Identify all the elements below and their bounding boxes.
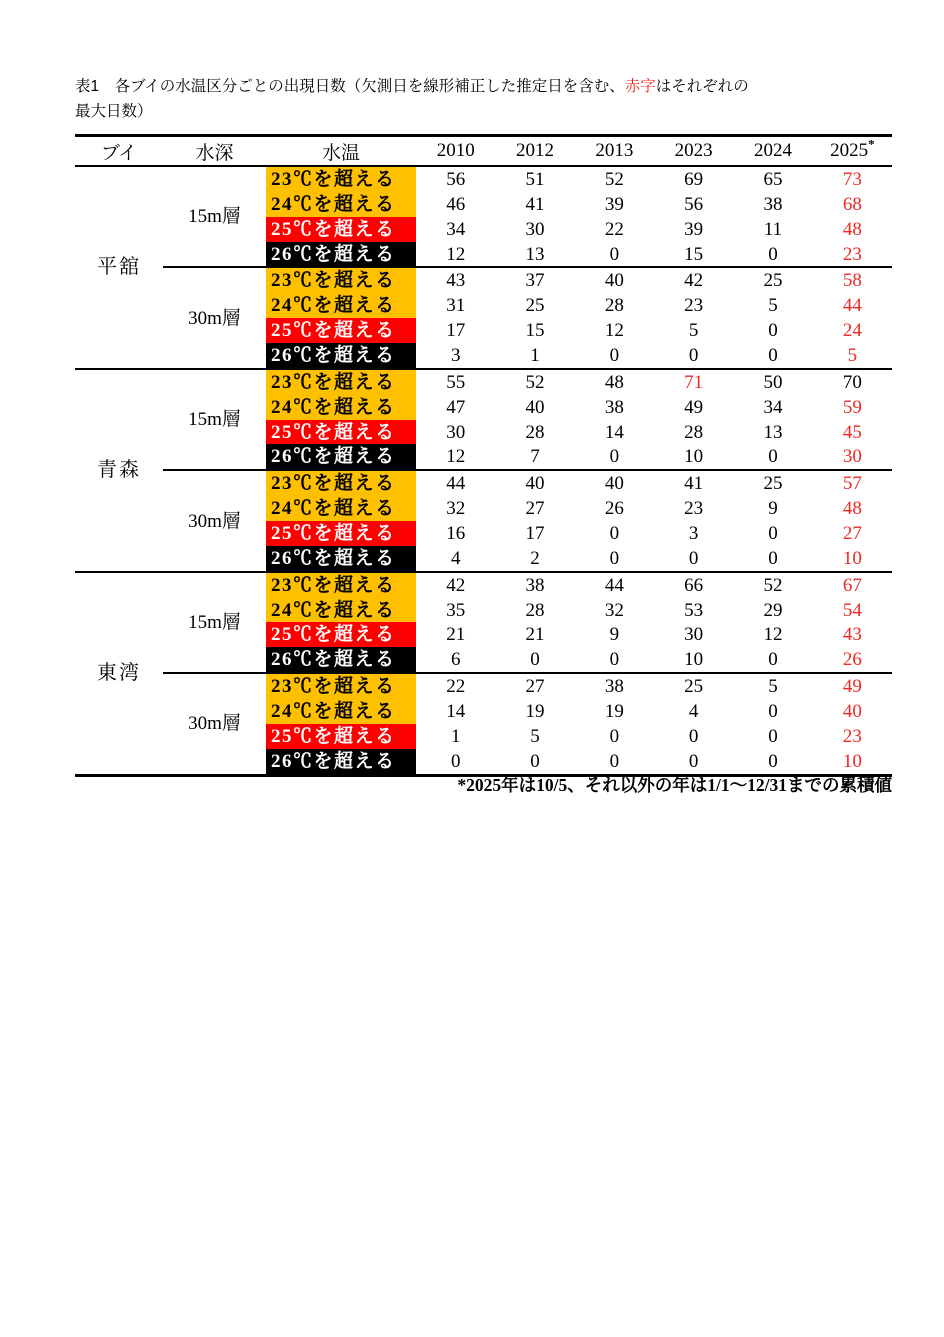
temp-category-cell: 25℃を超える (266, 724, 416, 749)
table-row (75, 369, 892, 395)
value-cell: 3 (688, 522, 699, 544)
temp-category-cell: 23℃を超える (266, 572, 416, 598)
table-row (75, 267, 892, 293)
value-cell: 0 (768, 446, 778, 468)
buoy-name-cell: 平舘 (97, 256, 141, 279)
value-cell: 59 (842, 396, 862, 418)
value-cell: 0 (768, 700, 778, 722)
temp-category-cell: 25℃を超える (266, 622, 416, 647)
value-cell: 0 (768, 750, 778, 772)
value-cell: 5 (733, 673, 812, 699)
value-cell: 49 (684, 396, 704, 418)
depth-cell: 15m層 (163, 572, 266, 673)
value-cell: 16 (446, 522, 466, 544)
value-cell: 23 (842, 725, 862, 747)
value-cell: 2 (530, 547, 540, 569)
temp-category-cell: 26℃を超える (266, 749, 416, 775)
value-cell: 0 (609, 649, 620, 671)
value-cell: 28 (525, 421, 545, 443)
value-cell: 0 (768, 547, 778, 569)
table-row (75, 572, 892, 598)
temp-category-cell: 26℃を超える (266, 242, 416, 268)
depth-cell: 30m層 (163, 267, 266, 368)
temp-category-cell: 24℃を超える (266, 293, 416, 318)
col-header-year-2025 (813, 136, 892, 167)
footnote-marker-icon: * (868, 136, 875, 152)
value-cell: 28 (525, 599, 545, 621)
value-cell: 47 (446, 396, 466, 418)
caption-red-word: 赤字 (624, 78, 656, 95)
temp-category-cell: 24℃を超える (266, 192, 416, 217)
value-cell: 3 (450, 344, 461, 366)
value-cell: 41 (525, 193, 545, 215)
table-row (75, 673, 892, 699)
depth-cell: 15m層 (163, 369, 266, 470)
value-cell: 0 (768, 320, 778, 342)
buoy-name-cell: 青森 (75, 369, 163, 572)
temp-category-cell: 23℃を超える (266, 470, 416, 496)
temp-category-cell: 26℃を超える (266, 647, 416, 673)
value-cell: 70 (813, 369, 892, 395)
value-cell: 25 (525, 295, 545, 317)
value-cell: 19 (525, 700, 545, 722)
value-cell: 14 (604, 421, 624, 443)
value-cell: 0 (768, 649, 778, 671)
value-cell: 25 (654, 673, 733, 699)
value-cell: 34 (446, 218, 466, 240)
value-cell: 17 (525, 522, 545, 544)
depth-cell: 30m層 (163, 470, 266, 571)
value-cell: 0 (609, 750, 620, 772)
value-cell: 26 (604, 498, 624, 520)
value-cell: 10 (684, 649, 704, 671)
value-cell: 0 (688, 547, 699, 569)
value-cell: 67 (813, 572, 892, 598)
value-cell: 30 (525, 218, 545, 240)
value-cell: 54 (842, 599, 862, 621)
temp-category-cell: 24℃を超える (266, 699, 416, 724)
value-cell: 4 (688, 700, 699, 722)
value-cell: 37 (495, 267, 574, 293)
value-cell: 21 (525, 624, 545, 646)
value-cell: 52 (604, 168, 624, 190)
temp-category-cell: 25℃を超える (266, 420, 416, 445)
temp-category-cell: 23℃を超える (266, 673, 416, 699)
value-cell: 68 (842, 193, 862, 215)
value-cell: 38 (604, 396, 624, 418)
value-cell: 9 (609, 624, 620, 646)
value-cell: 42 (416, 572, 495, 598)
value-cell: 17 (446, 320, 466, 342)
value-cell: 48 (575, 369, 654, 395)
value-cell: 0 (609, 522, 620, 544)
temp-category-cell: 24℃を超える (266, 395, 416, 420)
value-cell: 40 (575, 267, 654, 293)
value-cell: 44 (842, 295, 862, 317)
value-cell: 7 (530, 446, 540, 468)
temp-category-cell: 25℃を超える (266, 217, 416, 242)
value-cell: 5 (530, 725, 540, 747)
temp-category-cell: 23℃を超える (266, 166, 416, 192)
value-cell: 13 (525, 243, 545, 265)
value-cell: 0 (530, 649, 540, 671)
value-cell: 22 (416, 673, 495, 699)
value-cell: 65 (763, 168, 783, 190)
value-cell: 66 (654, 572, 733, 598)
value-cell: 10 (684, 446, 704, 468)
value-cell: 45 (842, 421, 862, 443)
table-row (75, 166, 892, 192)
caption-text-1: 表1 各ブイの水温区分ごとの出現日数（欠測日を線形補正した推定日を含む、 (75, 78, 625, 95)
value-cell: 0 (609, 725, 620, 747)
value-cell: 5 (768, 295, 778, 317)
value-cell: 19 (604, 700, 624, 722)
value-cell: 29 (763, 599, 783, 621)
value-cell: 23 (842, 243, 862, 265)
value-cell: 56 (684, 193, 704, 215)
value-cell: 0 (688, 725, 699, 747)
value-cell: 48 (842, 498, 862, 520)
value-cell: 41 (654, 470, 733, 496)
value-cell: 10 (842, 750, 862, 772)
buoy-temperature-table (75, 134, 892, 777)
value-cell: 40 (575, 470, 654, 496)
value-cell: 0 (768, 522, 778, 544)
col-header-depth: 水深 (163, 136, 266, 167)
value-cell: 32 (604, 599, 624, 621)
buoy-name-cell: 東湾 (75, 572, 163, 775)
value-cell: 30 (684, 624, 704, 646)
value-cell: 25 (733, 267, 812, 293)
value-cell: 43 (416, 267, 495, 293)
value-cell: 69 (684, 168, 704, 190)
value-cell: 13 (763, 421, 783, 443)
value-cell: 15 (525, 320, 545, 342)
value-cell: 42 (654, 267, 733, 293)
value-cell: 44 (575, 572, 654, 598)
value-cell: 40 (525, 396, 545, 418)
value-cell: 1 (450, 725, 461, 747)
value-cell: 27 (495, 673, 574, 699)
value-cell: 0 (688, 344, 699, 366)
value-cell: 25 (733, 470, 812, 496)
value-cell: 39 (684, 218, 704, 240)
table-caption (75, 74, 915, 124)
value-cell: 57 (813, 470, 892, 496)
value-cell: 28 (684, 421, 704, 443)
value-cell: 0 (609, 243, 620, 265)
col-header-buoy: ブイ (75, 136, 163, 167)
table-row (75, 470, 892, 496)
value-cell: 30 (842, 446, 862, 468)
value-cell: 23 (684, 295, 704, 317)
value-cell: 26 (842, 649, 862, 671)
value-cell: 10 (842, 547, 862, 569)
value-cell: 38 (575, 673, 654, 699)
value-cell: 73 (842, 168, 862, 190)
value-cell: 12 (604, 320, 624, 342)
value-cell: 44 (416, 470, 495, 496)
value-cell: 40 (495, 470, 574, 496)
value-cell: 35 (446, 599, 466, 621)
value-cell: 0 (768, 725, 778, 747)
value-cell: 39 (604, 193, 624, 215)
value-cell: 12 (446, 243, 466, 265)
value-cell: 52 (495, 369, 574, 395)
value-cell: 52 (733, 572, 812, 598)
header-row (75, 136, 892, 167)
temp-category-cell: 24℃を超える (266, 496, 416, 521)
temp-category-cell: 25℃を超える (266, 521, 416, 546)
value-cell: 12 (763, 624, 783, 646)
col-header-year-2013: 2013 (575, 136, 654, 167)
value-cell: 11 (763, 218, 783, 240)
value-cell: 0 (609, 547, 620, 569)
value-cell: 0 (609, 446, 620, 468)
value-cell: 0 (768, 243, 778, 265)
value-cell: 9 (768, 498, 778, 520)
value-cell: 27 (842, 522, 862, 544)
col-header-temp: 水温 (266, 136, 416, 167)
value-cell: 43 (842, 624, 862, 646)
caption-text-2: はそれぞれの (655, 78, 749, 95)
value-cell: 5 (688, 320, 699, 342)
value-cell: 30 (446, 421, 466, 443)
value-cell: 15 (684, 243, 704, 265)
value-cell: 0 (530, 750, 540, 772)
temp-category-cell: 23℃を超える (266, 267, 416, 293)
value-cell: 0 (609, 344, 620, 366)
temp-category-cell: 23℃を超える (266, 369, 416, 395)
value-cell: 28 (604, 295, 624, 317)
value-cell: 31 (446, 295, 466, 317)
temp-category-cell: 26℃を超える (266, 546, 416, 572)
col-header-year-2010: 2010 (416, 136, 495, 167)
value-cell: 6 (450, 649, 461, 671)
depth-cell: 15m層 (188, 206, 241, 228)
value-cell: 40 (842, 700, 862, 722)
value-cell: 50 (733, 369, 812, 395)
value-cell: 53 (684, 599, 704, 621)
value-cell: 51 (525, 168, 545, 190)
temp-category-cell: 24℃を超える (266, 598, 416, 623)
temp-category-cell: 25℃を超える (266, 318, 416, 343)
value-cell: 46 (446, 193, 466, 215)
value-cell: 23 (684, 498, 704, 520)
col-header-year-2012: 2012 (495, 136, 574, 167)
depth-cell: 30m層 (163, 673, 266, 775)
col-header-year-2023: 2023 (654, 136, 733, 167)
caption-text-3: 最大日数） (75, 103, 153, 120)
value-cell: 24 (842, 320, 862, 342)
value-cell: 12 (446, 446, 466, 468)
value-cell: 38 (763, 193, 783, 215)
value-cell: 55 (416, 369, 495, 395)
temp-category-cell: 26℃を超える (266, 444, 416, 470)
value-cell: 48 (842, 218, 862, 240)
value-cell: 22 (604, 218, 624, 240)
value-cell: 21 (446, 624, 466, 646)
value-cell: 38 (495, 572, 574, 598)
value-cell: 0 (688, 750, 699, 772)
value-cell: 4 (450, 547, 461, 569)
value-cell: 0 (768, 344, 778, 366)
temp-category-cell: 26℃を超える (266, 343, 416, 369)
value-cell: 27 (525, 498, 545, 520)
value-cell: 58 (813, 267, 892, 293)
value-cell: 5 (847, 344, 858, 366)
value-cell: 14 (446, 700, 466, 722)
value-cell: 32 (446, 498, 466, 520)
value-cell: 49 (813, 673, 892, 699)
value-cell: 71 (654, 369, 733, 395)
value-cell: 56 (446, 168, 466, 190)
value-cell: 0 (450, 750, 461, 772)
table-footnote: *2025年は10/5、それ以外の年は1/1～12/31までの累積値 (457, 775, 892, 795)
value-cell: 1 (530, 344, 540, 366)
value-cell: 34 (763, 396, 783, 418)
col-header-year-2024: 2024 (733, 136, 812, 167)
year-2025-label: 2025 (830, 140, 869, 161)
